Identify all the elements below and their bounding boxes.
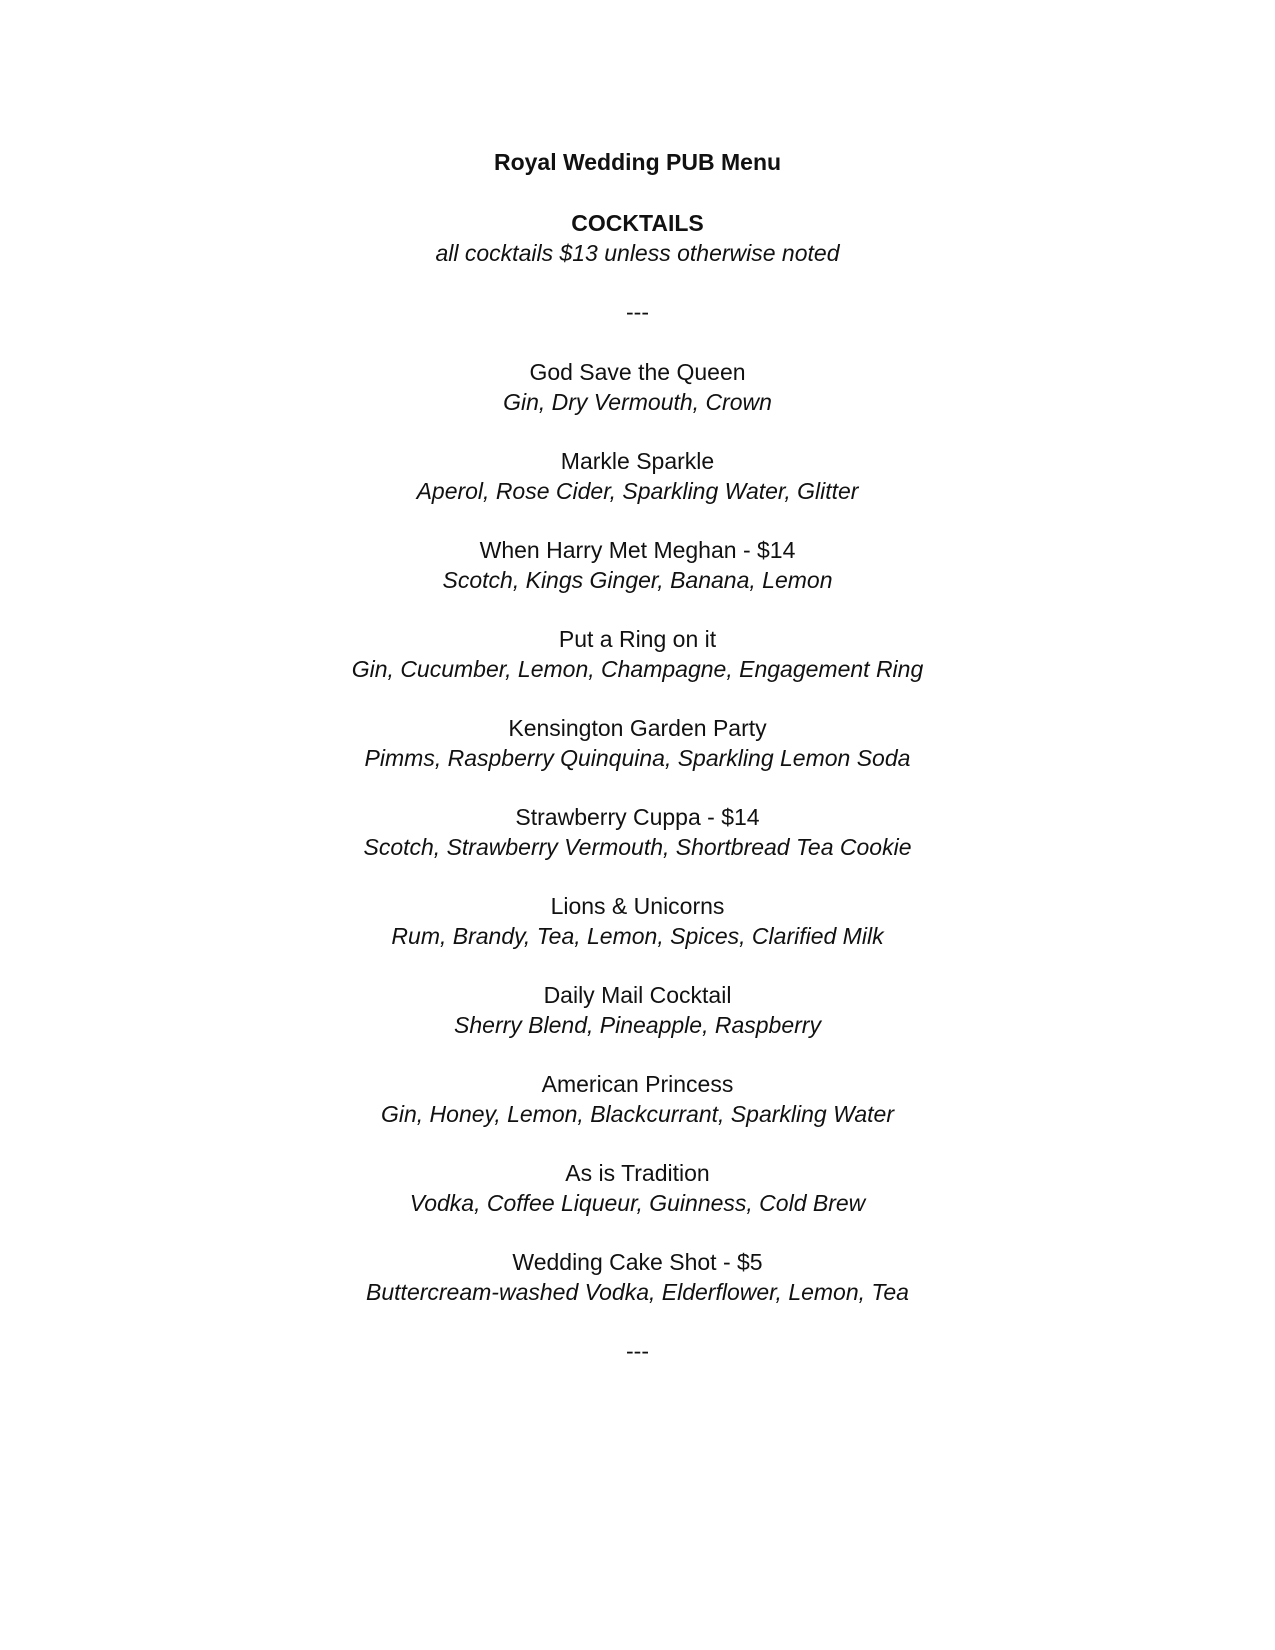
divider-bottom: --- [626,1338,649,1364]
item-name: Strawberry Cuppa - $14 [515,804,760,830]
item-name: Markle Sparkle [560,448,715,474]
menu-title: Royal Wedding PUB Menu [493,149,782,175]
item-ingredients: Buttercream-washed Vodka, Elderflower, Lemon, Tea [366,1279,909,1305]
item-ingredients: Rum, Brandy, Tea, Lemon, Spices, Clarified Milk [391,923,884,949]
item-ingredients: Scotch, Strawberry Vermouth, Shortbread Tea Cookie [363,834,912,860]
item-name: As is Tradition [565,1160,710,1186]
item-ingredients: Sherry Blend, Pineapple, Raspberry [454,1012,821,1038]
item-ingredients: Scotch, Kings Ginger, Banana, Lemon [442,567,833,593]
item-ingredients: Vodka, Coffee Liqueur, Guinness, Cold Brew [409,1190,866,1216]
item-name: Lions & Unicorns [550,893,725,919]
section-heading: COCKTAILS [571,210,704,236]
item-name: Daily Mail Cocktail [543,982,732,1008]
item-ingredients: Pimms, Raspberry Quinquina, Sparkling Lemon Soda [364,745,911,771]
item-name: Kensington Garden Party [508,715,767,741]
item-name: God Save the Queen [529,359,746,385]
item-name: Wedding Cake Shot - $5 [512,1249,763,1275]
section-note: all cocktails $13 unless otherwise noted [435,240,840,266]
item-name: When Harry Met Meghan - $14 [479,537,796,563]
item-ingredients: Gin, Cucumber, Lemon, Champagne, Engagement Ring [351,656,924,682]
divider-top: --- [626,299,649,325]
item-name: American Princess [541,1071,734,1097]
item-ingredients: Gin, Dry Vermouth, Crown [503,389,772,415]
item-ingredients: Aperol, Rose Cider, Sparkling Water, Glitter [416,478,859,504]
item-name: Put a Ring on it [558,626,717,652]
item-ingredients: Gin, Honey, Lemon, Blackcurrant, Sparkling Water [380,1101,895,1127]
